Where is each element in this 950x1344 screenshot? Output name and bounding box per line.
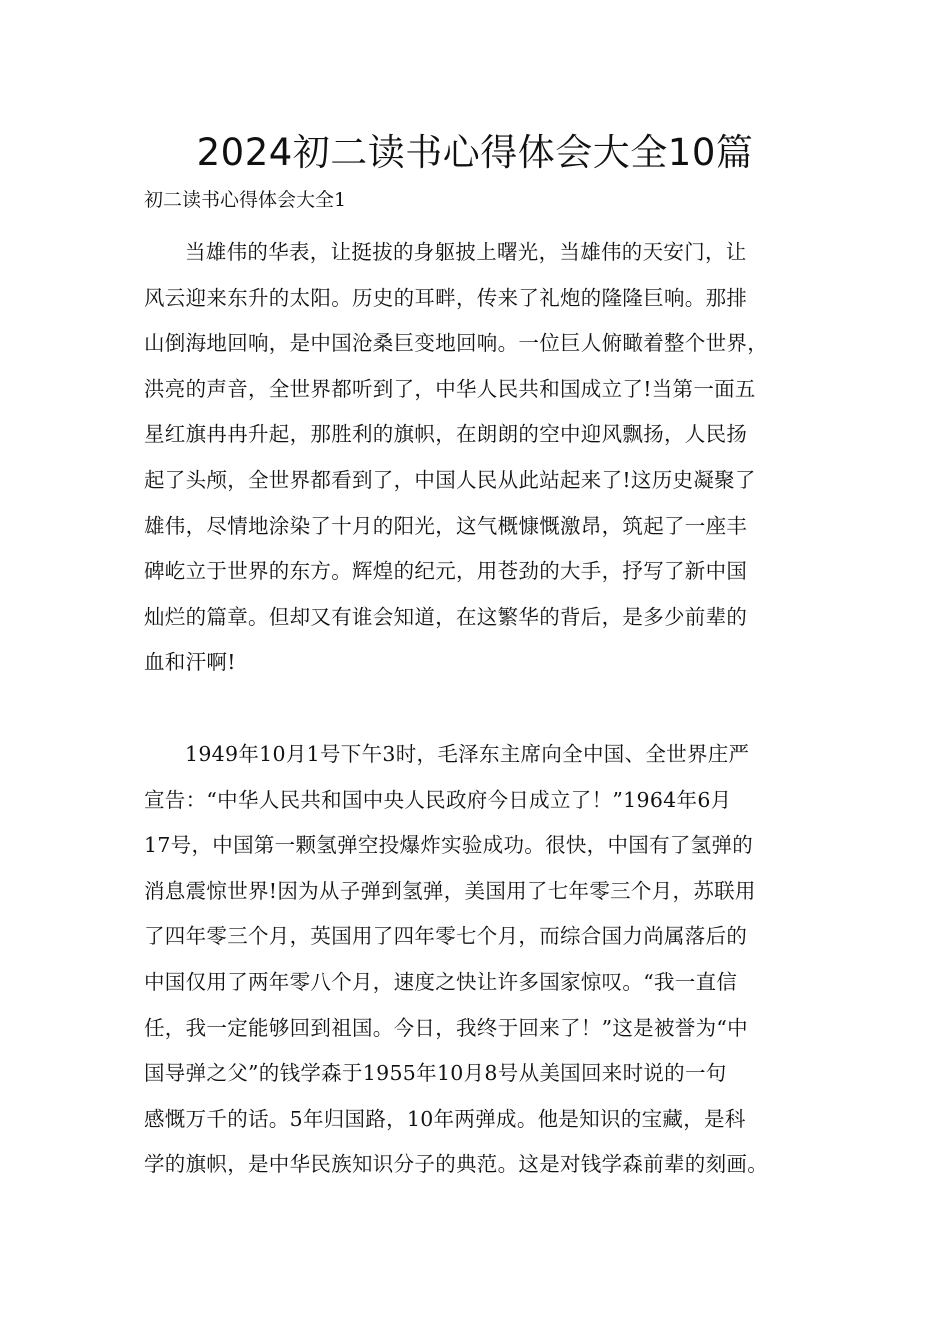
paragraph-line: 学的旗帜，是中华民族知识分子的典范。这是对钱学森前辈的刻画。 — [144, 1152, 768, 1177]
paragraph-line: 任，我一定能够回到祖国。今日，我终于回来了！”这是被誉为“中 — [144, 1015, 748, 1040]
paragraph-2 — [144, 732, 824, 1188]
paragraph-line: 山倒海地回响，是中国沧桑巨变地回响。一位巨人俯瞰着整个世界， — [144, 331, 768, 356]
paragraph-1 — [144, 230, 824, 686]
paragraph-line: 碑屹立于世界的东方。辉煌的纪元，用苍劲的大手，抒写了新中国 — [144, 559, 748, 584]
paragraph-line: 国导弹之父”的钱学森于1955年10月8号从美国回来时说的一句 — [144, 1061, 727, 1086]
paragraph-line: 洪亮的声音，全世界都听到了，中华人民共和国成立了!当第一面五 — [144, 376, 756, 401]
paragraph-line: 消息震惊世界!因为从子弹到氢弹，美国用了七年零三个月，苏联用 — [144, 878, 756, 903]
document-title: 2024初二读书心得体会大全10篇 — [196, 131, 754, 174]
paragraph-line: 灿烂的篇章。但却又有谁会知道，在这繁华的背后，是多少前辈的 — [144, 604, 748, 629]
paragraph-line: 感慨万千的话。5年归国路，10年两弹成。他是知识的宝藏，是科 — [144, 1106, 746, 1131]
paragraph-line: 星红旗冉冉升起，那胜利的旗帜，在朗朗的空中迎风飘扬，人民扬 — [144, 422, 748, 447]
paragraph-line: 血和汗啊! — [144, 650, 236, 675]
paragraph-line: 风云迎来东升的太阳。历史的耳畔，传来了礼炮的隆隆巨响。那排 — [144, 285, 748, 310]
paragraph-line: 1949年10月1号下午3时，毛泽东主席向全中国、全世界庄严 — [185, 742, 750, 766]
paragraph-line: 17号，中国第一颗氢弹空投爆炸实验成功。很快，中国有了氢弹的 — [144, 833, 754, 858]
paragraph-line: 了四年零三个月，英国用了四年零七个月，而综合国力尚属落后的 — [144, 924, 748, 949]
section-heading: 初二读书心得体会大全1 — [144, 189, 347, 211]
paragraph-line: 中国仅用了两年零八个月，速度之快让许多国家惊叹。“我一直信 — [144, 969, 738, 994]
paragraph-line: 雄伟，尽情地涂染了十月的阳光，这气概慷慨激昂，筑起了一座丰 — [144, 513, 748, 538]
paragraph-line: 起了头颅，全世界都看到了，中国人民从此站起来了!这历史凝聚了 — [144, 467, 756, 492]
paragraph-line: 当雄伟的华表，让挺拔的身躯披上曙光，当雄伟的天安门，让 — [185, 240, 747, 264]
paragraph-line: 宣告：“中华人民共和国中央人民政府今日成立了！”1964年6月 — [144, 787, 732, 812]
